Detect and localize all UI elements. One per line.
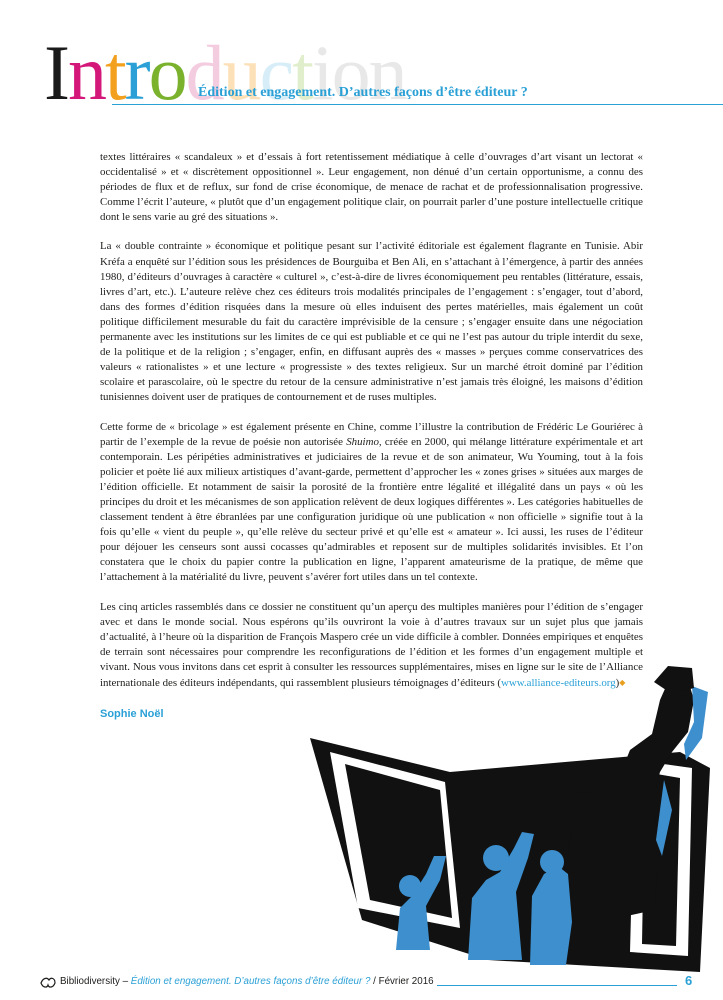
title-letter: n	[368, 29, 406, 116]
paragraph: La « double contrainte » économique et politique pesant sur l’activité éditoriale est également flagrante en Tunisie. Abir Kréfa a enquêté sur l’édition sous les présidences de Bourguiba et Ben Ali, en s’attachant à l’émergence, à partir des années 1980, d’éditeurs d’ouvrages à caractère « culturel », c’est-à-dire de livres économiquement peu rentables (littérature, essais, livres d’art, etc.). L’auteure relève chez ces éditeurs trois modalités principales de l’engagement : s’engager, tout d’abord, dans des formes d’édition risquées dans la mesure où elles induisent des pertes matérielles, mais également un coût politique difficilement mesurable du fait du caractère imprévisible de la censure ; s’engager ensuite dans une négociation permanente avec les institutions sur les limites de ce qui est publiable et ce qui ne l’est pas autour du triple interdit du sexe, de la politique et de la religion ; s’engager, enfin, en diffusant auprès des « masses » perçues comme conservatrices des valeurs « rationalistes » et une lecture « progressiste » des textes religieux. Sur un marché étroit dominé par l’édition scolaire et parascolaire, où le spectre du retour de la censure administrative n’est jamais très éloigné, les maisons d’édition tunisiennes doivent user de pratiques de contournement et de ruses multiples.	[100, 240, 643, 404]
title-letter: u	[222, 29, 260, 116]
paragraph: textes littéraires « scandaleux » et d’essais à fort retentissement médiatique à celle d’ouvrages d’art visant un lectorat « occidentalisé » et « discrètement oppositionnel ». Leur engagement, non dénué d’un certain opportunisme, a connu des périodes de flux et de reflux, sur fond de crise économique, de menace de rachat et de professionnalisation progressive. Comme l’écrit l’auteure, « plutôt que d’un engagement politique clair, on pourrait parler d’une posture intellectuelle critique dont le sens varie au gré des situations ».	[100, 151, 643, 224]
journal-title-shuimo: Shuimo,	[346, 435, 382, 448]
issue-date: / Février 2016	[370, 976, 434, 987]
page-number: 6	[685, 973, 693, 988]
title-letter: o	[148, 29, 186, 116]
crowd-figure-head	[483, 845, 509, 871]
standing-figure-head	[566, 792, 602, 828]
crowd-figure-head	[540, 850, 564, 874]
title-letter: d	[185, 29, 223, 116]
paragraph-text: )	[615, 677, 620, 689]
bibliodiversity-logo-icon	[40, 976, 56, 990]
author-signature: Sophie Noël	[100, 708, 164, 720]
paragraph	[100, 420, 643, 586]
journal-name: Bibliodiversity –	[60, 976, 131, 987]
page-header	[0, 0, 723, 116]
title-letter: t	[104, 29, 125, 116]
crowd-figure-head	[399, 875, 421, 897]
footer-citation	[60, 976, 434, 987]
dossier-subtitle: Édition et engagement. D’autres façons d’être éditeur ?	[198, 85, 528, 100]
paragraph-text: créée en 2000, qui mélange littérature expérimentale et art contemporain. Les péripéties administratives et judiciaires de la revue et de son animateur, Wu Youming, tout à la fois policier et poète lié aux milieux artistiques d’avant-garde, permettent d’approcher les « zones grises » situées aux marges de l’édition officielle. Et notamment de saisir la porosité de la frontière entre légalité et illégalité dans un pays « où les principes du droit et les mécanismes de son application relèvent de deux logiques différentes ». Les catégories habituelles de classement tendent à être ébranlées par une configuration juridique où une publication « non officielle » signifie tout à la fois qu’elle « vient du peuple », qu’elle relève du secteur privé et qu’elle est « amateur ». Ici aussi, les ruses de l’éditeur pour déjouer les censeurs sont aussi cocasses qu’admirables et reposent sur de multiples solidarités invisibles. Et l’on constatera que le choix du papier contre la publication en ligne, l’apparent amateurisme de la pratique, de même que l’attachement à la matérialité du livre, peuvent s’avérer fort utiles dans un tel contexte.	[100, 435, 643, 584]
alliance-website-link[interactable]: www.alliance-editeurs.org	[501, 677, 616, 689]
title-letter: c	[259, 29, 293, 116]
header-divider	[112, 104, 723, 105]
title-letter: I	[44, 29, 68, 116]
article-body	[100, 150, 643, 705]
paragraph-text: Cette forme de « bricolage » est également présente en Chine, comme l’illustre la contribution de Frédéric Le Gouriérec à partir de l’exemple de la revue de poésie non autorisée	[100, 420, 643, 448]
page-footer	[0, 968, 723, 998]
protest-illustration	[300, 660, 723, 978]
title-letter: r	[124, 29, 149, 116]
title-letter: n	[67, 29, 105, 116]
title-letter: t	[292, 29, 312, 116]
footer-divider	[437, 985, 677, 986]
title-letter: i	[311, 29, 332, 116]
title-letter: o	[331, 29, 369, 116]
paragraph-text: Les cinq articles rassemblés dans ce dossier ne constituent qu’un aperçu des multiples manières pour l’édition de s’engager avec et dans le monde social. Nous espérons qu’ils ouvriront la voie à d’autres travaux sur un sujet plus que jamais d’actualité, à l’heure où la disparition de François Maspero crée un vide difficile à combler. Données empiriques et enquêtes de terrain sont nécessaires pour comprendre les reconfigurations de l’édition et les formes d’un engagement multiple et vivant. Nous vous invitons dans cet esprit à consulter les ressources supplémentaires, mises en ligne sur le site de l’Alliance internationale des éditeurs indépendants, qui rassemblent plusieurs témoignages d’éditeurs (	[100, 600, 643, 689]
end-of-article-mark: ◆	[619, 678, 626, 687]
issue-title: Édition et engagement. D’autres façons d’être éditeur ?	[130, 976, 371, 987]
